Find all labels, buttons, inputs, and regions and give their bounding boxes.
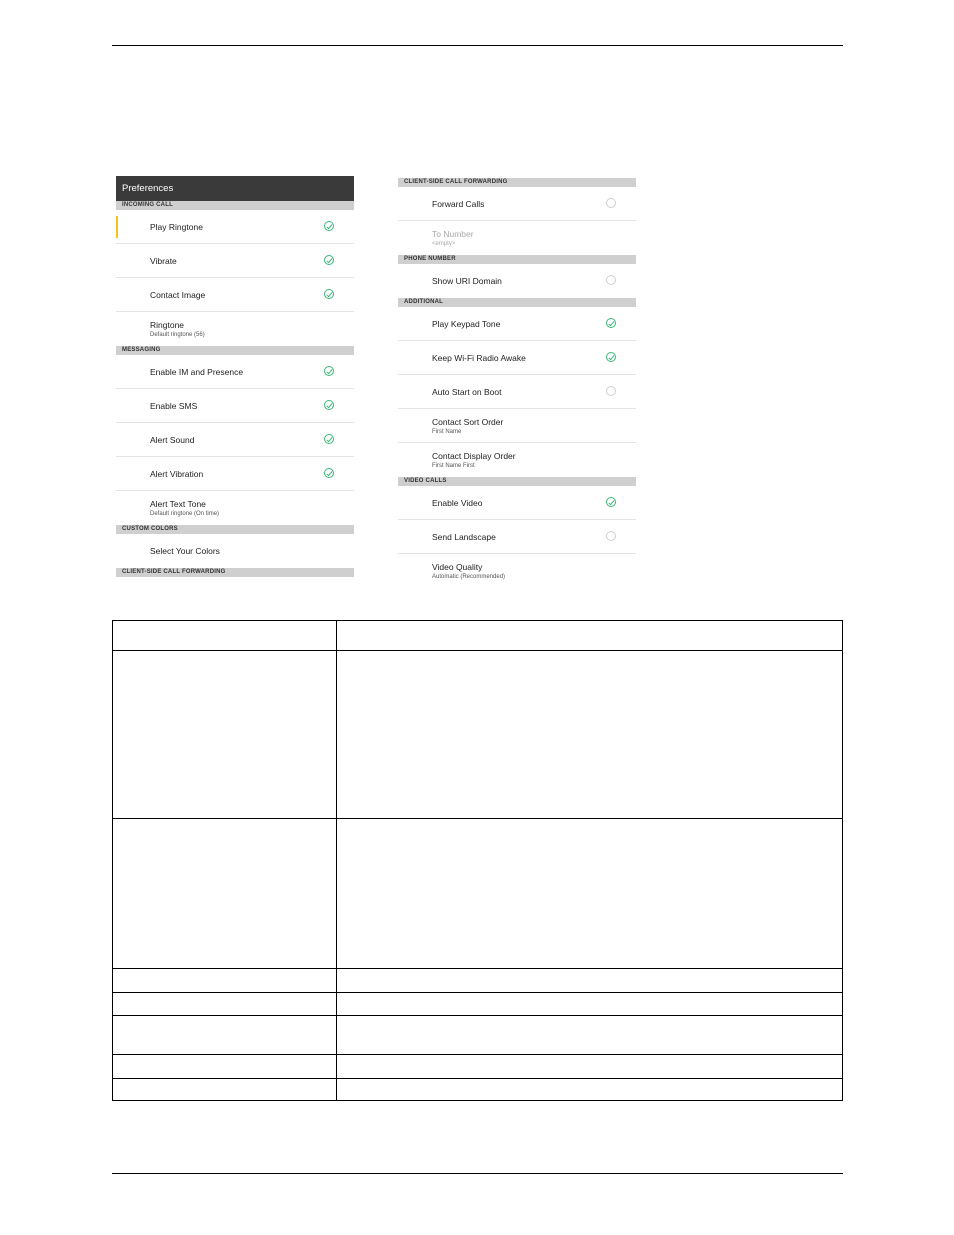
checkmark-circle-icon[interactable] bbox=[324, 434, 334, 444]
setting-label: Alert Vibration bbox=[150, 468, 204, 479]
section-header-additional: ADDITIONAL bbox=[398, 298, 636, 307]
setting-value: Default ringtone (56) bbox=[150, 332, 205, 338]
setting-label: Alert Text Tone bbox=[150, 499, 206, 509]
section-header-video-calls: VIDEO CALLS bbox=[398, 477, 636, 486]
empty-circle-icon[interactable] bbox=[606, 275, 616, 285]
setting-row-enable-sms[interactable] bbox=[116, 389, 354, 423]
table-cell bbox=[113, 651, 337, 819]
section-header-client-side-call-forwarding: CLIENT-SIDE CALL FORWARDING bbox=[116, 568, 354, 577]
setting-value: <empty> bbox=[432, 241, 456, 247]
checkmark-circle-icon[interactable] bbox=[324, 400, 334, 410]
setting-row-play-ringtone[interactable] bbox=[116, 210, 354, 244]
setting-value: Automatic (Recommended) bbox=[432, 574, 506, 580]
table-cell bbox=[337, 819, 843, 969]
section-header-messaging: MESSAGING bbox=[116, 346, 354, 355]
setting-label: Video Quality bbox=[432, 562, 483, 572]
table-row bbox=[113, 651, 843, 819]
table-row bbox=[113, 969, 843, 993]
preferences-panel-left bbox=[116, 176, 354, 577]
setting-row-video-quality[interactable] bbox=[398, 554, 636, 588]
checkmark-circle-icon[interactable] bbox=[324, 366, 334, 376]
setting-row-send-landscape[interactable] bbox=[398, 520, 636, 554]
setting-row-enable-im-and-presence[interactable] bbox=[116, 355, 354, 389]
setting-row-keep-wi-fi-radio-awake[interactable] bbox=[398, 341, 636, 375]
empty-circle-icon[interactable] bbox=[606, 531, 616, 541]
setting-row-alert-vibration[interactable] bbox=[116, 457, 354, 491]
checkmark-circle-icon[interactable] bbox=[324, 255, 334, 265]
table-cell bbox=[337, 1016, 843, 1055]
section-header-custom-colors: CUSTOM COLORS bbox=[116, 525, 354, 534]
section-header-phone-number: PHONE NUMBER bbox=[398, 255, 636, 264]
table-cell bbox=[113, 819, 337, 969]
setting-label: Keep Wi-Fi Radio Awake bbox=[432, 352, 526, 363]
section-header-client-side-call-forwarding: CLIENT-SIDE CALL FORWARDING bbox=[398, 178, 636, 187]
table-header-row bbox=[113, 621, 843, 651]
section-header-incoming-call: INCOMING CALL bbox=[116, 201, 354, 210]
settings-description-table bbox=[112, 620, 843, 1101]
setting-value: First Name bbox=[432, 428, 462, 435]
table-cell bbox=[337, 1055, 843, 1079]
table-cell bbox=[337, 1079, 843, 1101]
setting-row-enable-video[interactable] bbox=[398, 486, 636, 520]
empty-circle-icon[interactable] bbox=[606, 386, 616, 396]
setting-label: Alert Sound bbox=[150, 434, 195, 445]
table-cell bbox=[113, 1055, 337, 1079]
checkmark-circle-icon[interactable] bbox=[606, 352, 616, 362]
table-row bbox=[113, 1055, 843, 1079]
setting-label: Enable Video bbox=[432, 497, 483, 508]
table-cell bbox=[113, 969, 337, 993]
setting-label: Ringtone bbox=[150, 320, 185, 330]
setting-label: Play Ringtone bbox=[150, 221, 203, 232]
setting-row-contact-display-order[interactable] bbox=[398, 443, 636, 477]
setting-row-play-keypad-tone[interactable] bbox=[398, 307, 636, 341]
table-cell bbox=[113, 1016, 337, 1055]
table-cell bbox=[337, 969, 843, 993]
setting-row-select-your-colors[interactable] bbox=[116, 534, 354, 568]
setting-label: Send Landscape bbox=[432, 531, 496, 542]
setting-value: First Name First bbox=[432, 463, 475, 469]
checkmark-circle-icon[interactable] bbox=[324, 221, 334, 231]
table-cell bbox=[113, 621, 337, 651]
table-cell bbox=[337, 621, 843, 651]
setting-label: Enable IM and Presence bbox=[150, 366, 244, 377]
setting-label: Vibrate bbox=[150, 255, 177, 266]
setting-value: Default ringtone (On time) bbox=[150, 511, 220, 517]
setting-label: Contact Display Order bbox=[432, 451, 516, 461]
table-row bbox=[113, 819, 843, 969]
footer-rule bbox=[112, 1173, 843, 1174]
setting-row-alert-text-tone[interactable] bbox=[116, 491, 354, 525]
setting-label: Forward Calls bbox=[432, 198, 485, 209]
setting-label: Play Keypad Tone bbox=[432, 318, 501, 329]
setting-label: Enable SMS bbox=[150, 400, 198, 411]
table-cell bbox=[113, 1079, 337, 1101]
setting-label: Show URI Domain bbox=[432, 276, 502, 286]
table-row bbox=[113, 1016, 843, 1055]
checkmark-circle-icon[interactable] bbox=[324, 468, 334, 478]
setting-row-vibrate[interactable] bbox=[116, 244, 354, 278]
table-row bbox=[113, 993, 843, 1016]
header-rule bbox=[112, 45, 843, 46]
setting-label: Contact Image bbox=[150, 289, 206, 300]
setting-label: Auto Start on Boot bbox=[432, 386, 502, 397]
table-cell bbox=[113, 993, 337, 1016]
table-cell bbox=[337, 993, 843, 1016]
setting-row-alert-sound[interactable] bbox=[116, 423, 354, 457]
checkmark-circle-icon[interactable] bbox=[606, 318, 616, 328]
table-row bbox=[113, 1079, 843, 1101]
setting-row-to-number bbox=[398, 221, 636, 255]
setting-row-show-uri-domain[interactable] bbox=[398, 264, 636, 298]
setting-row-ringtone[interactable] bbox=[116, 312, 354, 346]
empty-circle-icon[interactable] bbox=[606, 198, 616, 208]
setting-label: Contact Sort Order bbox=[432, 416, 504, 427]
preferences-panel-right bbox=[398, 178, 636, 588]
setting-label: Select Your Colors bbox=[150, 546, 220, 556]
setting-row-auto-start-on-boot[interactable] bbox=[398, 375, 636, 409]
checkmark-circle-icon[interactable] bbox=[606, 497, 616, 507]
setting-row-contact-image[interactable] bbox=[116, 278, 354, 312]
preferences-title: Preferences bbox=[116, 176, 354, 201]
setting-label: To Number bbox=[432, 229, 474, 239]
table-cell bbox=[337, 651, 843, 819]
setting-row-forward-calls[interactable] bbox=[398, 187, 636, 221]
checkmark-circle-icon[interactable] bbox=[324, 289, 334, 299]
setting-row-contact-sort-order[interactable] bbox=[398, 409, 636, 443]
